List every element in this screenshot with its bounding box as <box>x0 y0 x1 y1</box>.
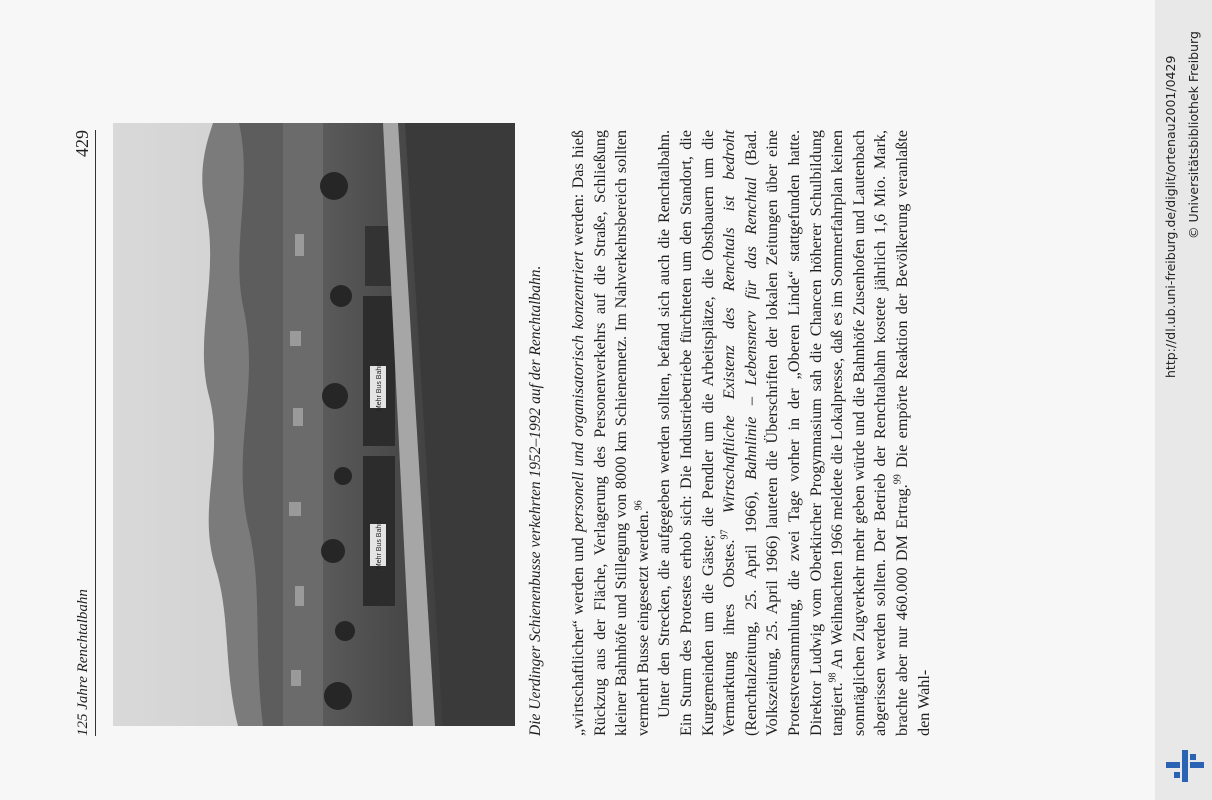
page-number: 429 <box>72 130 92 157</box>
photo-caption: Die Uerdinger Schienenbusse verkehrten 1952–1992 auf der Renchtalbahn. <box>527 265 544 736</box>
paragraph <box>654 130 935 736</box>
text-run: Unter den Strecken, die aufgegeben werden sollten, befand sich auch die Renchtalbahn. Ein Sturm des Protestes erhob sich: Die Industriebetriebe fürchteten um den Standort, die Kurgemeinden um die Gäste; die Pendler um die Arbeitsplätze, die Obstbauern um die Vermarktung ihres Obstes. <box>655 130 739 736</box>
copyright-notice: © Universitätsbibliothek Freiburg <box>1186 31 1201 239</box>
text-run: werden: Das hieß Rückzug aus der Fläche, Verlagerung des Personenverkehrs auf die Straße, Schließung kleiner Bahnhöfe und Stillegung von 8000 km Schienennetz. Im Nahverkehrsbereich sollten vermehrt Busse eingesetzt werden. <box>569 130 652 736</box>
footnote-ref: 99 <box>892 474 904 485</box>
italic-text: Bahnlinie – Lebensnerv für das Renchtal <box>741 177 760 480</box>
ub-freiburg-logo-icon <box>1164 748 1206 784</box>
running-header <box>65 130 96 736</box>
italic-text: Wirtschaftliche Existenz des Renchtals ist bedroht <box>720 130 739 514</box>
italic-text: personell und organisatorisch konzentriert <box>569 251 587 533</box>
text-run <box>720 513 738 529</box>
footnote-ref: 96 <box>633 500 645 511</box>
text-run: (Renchtalzeitung, 25. April 1966), <box>741 479 760 736</box>
bus-sign-b: Mehr Bus Bahn <box>376 362 383 412</box>
text-run: Die empörte Reaktion der Bevölkerung veranlaßte den Wahl- <box>892 130 933 736</box>
running-head: 125 Jahre Renchtalbahn <box>75 589 91 736</box>
body-text <box>568 130 935 736</box>
footnote-ref: 97 <box>719 529 731 540</box>
page-content <box>65 116 1065 736</box>
text-run: (Bad. Volkszeitung, 25. April 1966) lauteten die Überschriften der lokalen Zeitungen über eine Protestversammlung, die zwei Tage vorher in der „Oberen Linde“ stattgefunden hatte. Direktor Ludwig vom Oberkircher Progymnasium sah die Chancen höherer Schulbildung tangiert. <box>741 130 847 736</box>
text-run: An Weihnachten 1966 meldete die Lokalpresse, daß es im Sommerfahrplan keinen sonntäglichen Zugverkehr mehr geben würde und die Bahnhöfe Zusenhofen und Lautenbach abgerissen werden sollten. Der Betrieb der Renchtalbahn kostete jährlich 1,6 Mio. Mark, brachte aber nur 460.000 DM Ertrag. <box>828 130 911 736</box>
footnote-ref: 98 <box>827 672 839 683</box>
paragraph <box>568 130 654 736</box>
source-url[interactable]: http://dl.ub.uni-freiburg.de/diglit/ortenau2001/0429 <box>1163 55 1178 378</box>
bus-sign-a: Mehr Bus Bahn <box>376 520 383 570</box>
text-run: „wirtschaftlicher“ werden und <box>569 532 587 736</box>
railbus-photo <box>113 123 515 726</box>
